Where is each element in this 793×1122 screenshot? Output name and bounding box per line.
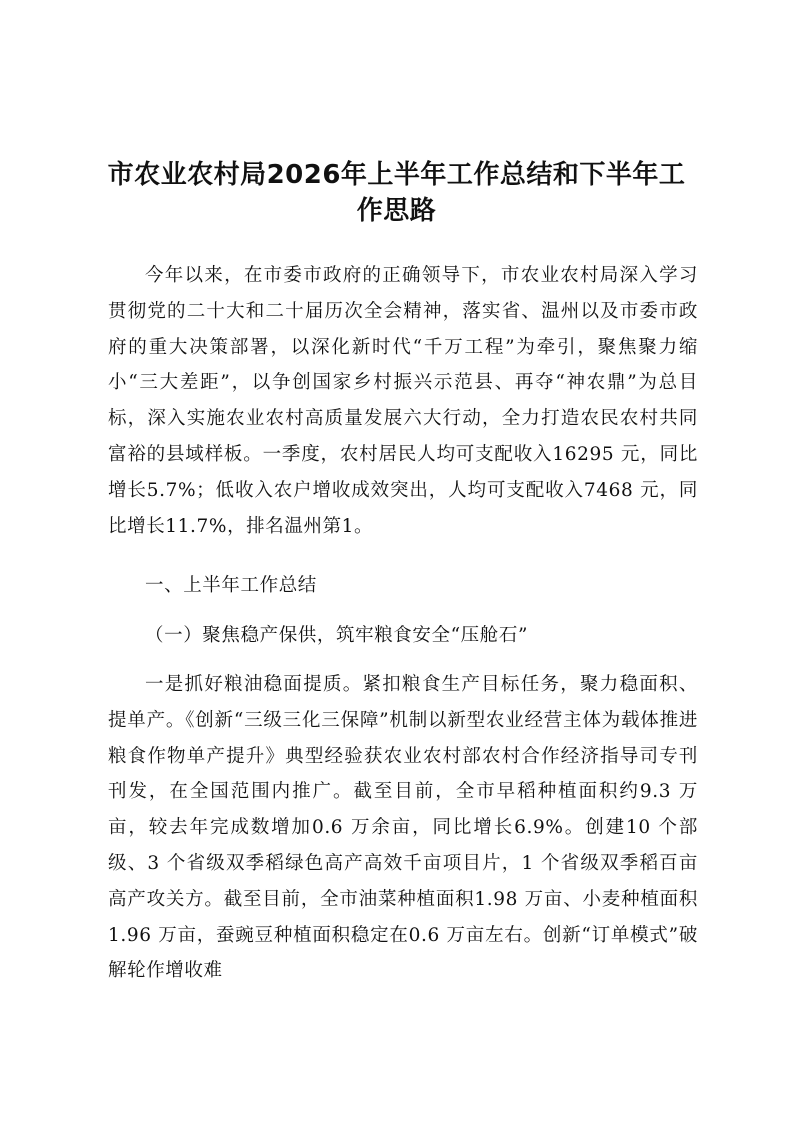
intro-paragraph: 今年以来，在市委市政府的正确领导下，市农业农村局深入学习贯彻党的二十大和二十届历次全会精神，落实省、温州以及市委市政府的重大决策部署，以深化新时代“千万工程”为牵引，聚焦聚力缩小“三大差距”，以争创国家乡村振兴示范县、再夺“神农鼎”为总目标，深入实施农业农村高质量发展六大行动，全力打造农民农村共同富裕的县域样板。一季度，农村居民人均可支配收入16295 元，同比增长5.7%；低收入农户增收成效突出，人均可支配收入7468 元，同比增长11.7%，排名温州第1。 <box>108 265 698 537</box>
section-paragraph: 一是抓好粮油稳面提质。紧扣粮食生产目标任务，聚力稳面积、提单产。《创新“三级三化三保障”机制以新型农业经营主体为载体推进粮食作物单产提升》典型经验获农业农村部农村合作经济指导司专刊刊发，在全国范围内推广。截至目前，全市早稻种植面积约9.3 万亩，较去年完成数增加0.6 万余亩，同比增长6.9%。创建10 个部级、3 个省级双季稻绿色高产高效千亩项目片，1 个省级双季稻百亩高产攻关方。截至目前，全市油菜种植面积1.98 万亩、小麦种植面积1.96 万亩，蚕豌豆种植面积稳定在0.6 万亩左右。创新“订单模式”破解轮作增收难 <box>108 674 698 982</box>
subsection-heading-1: （一）聚焦稳产保供，筑牢粮食安全“压舱石” <box>145 625 529 646</box>
section-heading-1: 一、上半年工作总结 <box>145 575 317 596</box>
document-title: 市农业农村局2026年上半年工作总结和下半年工作思路 <box>107 160 686 227</box>
